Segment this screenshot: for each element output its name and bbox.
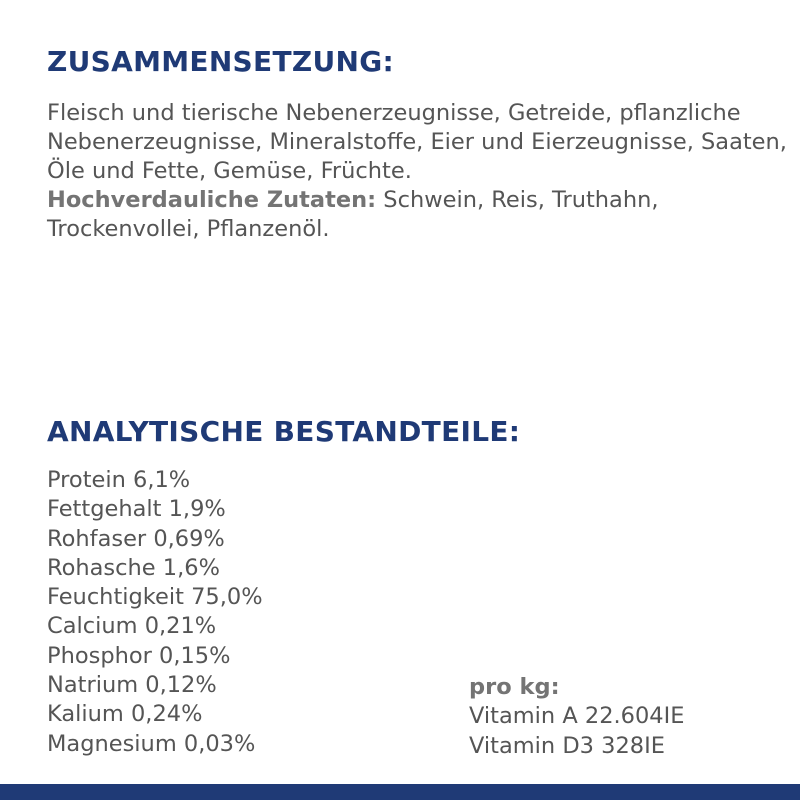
analytic-constituents-list [47,466,263,759]
nutrient-item: Calcium 0,21% [47,613,217,640]
composition-section [47,99,787,244]
per-kg-section [469,673,684,761]
analytic-constituents-heading: ANALYTISCHE BESTANDTEILE: [47,415,521,448]
nutrient-item: Natrium 0,12% [47,672,217,699]
digestible-ingredients [47,186,787,244]
nutrient-item: Rohasche 1,6% [47,554,220,581]
digestible-ingredients-label: Hochverdauliche Zutaten: [47,187,377,213]
digestible-ingredients-text: Schwein, Reis, Truthahn, Trockenvollei, Pflanzenöl. [47,187,659,242]
nutrient-item: Feuchtigkeit 75,0% [47,584,263,611]
nutrient-item: Fettgehalt 1,9% [47,496,226,523]
nutrient-item: Kalium 0,24% [47,701,203,728]
vitamin-item: Vitamin D3 328IE [469,732,665,759]
footer-band [0,784,800,800]
composition-heading: ZUSAMMENSETZUNG: [47,45,395,78]
nutrient-item: Phosphor 0,15% [47,642,231,669]
nutrient-item: Magnesium 0,03% [47,730,256,757]
per-kg-label: pro kg: [469,674,560,700]
nutrient-item: Protein 6,1% [47,467,191,493]
vitamin-item: Vitamin A 22.604IE [469,703,685,730]
vitamin-list [469,702,684,761]
composition-text: Fleisch und tierische Nebenerzeugnisse, Getreide, pflanzliche Nebenerzeugnisse, Mineralstoffe, Eier und Eierzeugnisse, Saaten, Öle und Fette, Gemüse, Früchte. [47,100,787,184]
nutrient-item: Rohfaser 0,69% [47,525,225,552]
